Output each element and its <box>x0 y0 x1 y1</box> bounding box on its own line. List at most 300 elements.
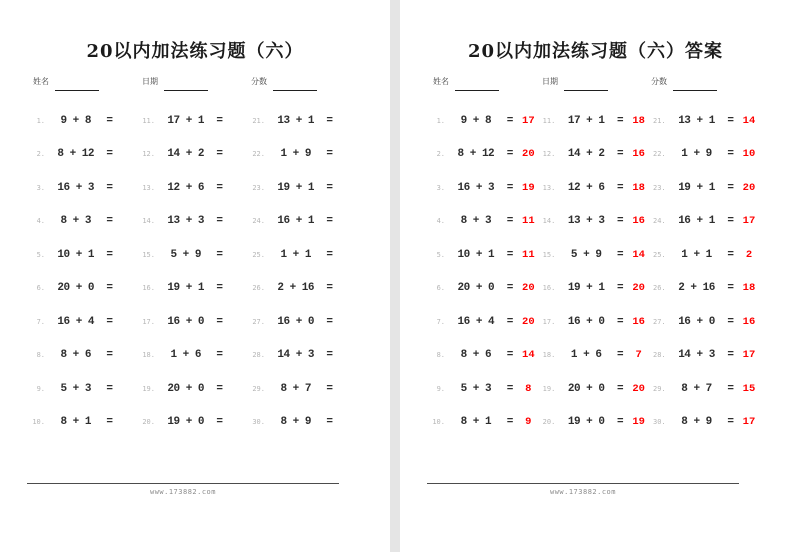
problem-number: 1. <box>436 116 445 125</box>
problem-expression: 16 + 4 <box>457 315 495 328</box>
equals-sign: = <box>106 382 113 395</box>
problem-number: 18. <box>142 351 155 360</box>
problem-expression: 16 + 3 <box>57 181 94 194</box>
problem-row <box>30 238 140 272</box>
problem-expression: 16 + 4 <box>57 315 94 328</box>
equals-sign: = <box>506 315 514 328</box>
equals-sign: = <box>506 215 514 228</box>
problem-row <box>250 205 360 239</box>
problem-row <box>250 339 360 373</box>
answer-value: 8 <box>525 382 532 395</box>
problem-row <box>540 138 650 172</box>
name-field <box>33 77 99 87</box>
problem-row <box>651 238 761 272</box>
problem-expression: 10 + 1 <box>57 248 94 261</box>
worksheet-page <box>0 0 390 552</box>
equals-sign: = <box>617 282 624 295</box>
problem-number: 19. <box>142 384 155 393</box>
problem-number: 8. <box>436 351 445 360</box>
problem-expression: 1 + 1 <box>280 248 311 261</box>
problem-number: 18. <box>542 351 556 360</box>
problem-number: 25. <box>252 250 265 259</box>
problem-number: 7. <box>436 317 445 326</box>
problem-expression: 1 + 9 <box>681 148 712 161</box>
problem-expression: 16 + 3 <box>457 181 495 194</box>
answer-value: 11 <box>522 215 535 228</box>
problem-number: 21. <box>653 116 666 125</box>
answer-value: 16 <box>632 315 645 328</box>
equals-sign: = <box>216 181 223 194</box>
problem-expression: 17 + 1 <box>167 114 204 127</box>
problem-row <box>540 305 650 339</box>
problem-expression: 12 + 6 <box>567 181 605 194</box>
problem-number: 24. <box>653 217 666 226</box>
problem-row <box>140 205 250 239</box>
problem-expression: 5 + 3 <box>460 382 492 395</box>
problem-row <box>430 406 540 440</box>
problem-expression: 5 + 9 <box>570 248 602 261</box>
problem-number: 12. <box>542 150 556 159</box>
problem-number: 24. <box>252 217 265 226</box>
problem-number: 2. <box>36 150 45 159</box>
equals-sign: = <box>326 148 333 161</box>
problem-expression: 16 + 0 <box>567 315 605 328</box>
problem-number: 9. <box>436 384 445 393</box>
answer-value: 20 <box>632 282 645 295</box>
problem-number: 21. <box>252 116 265 125</box>
equals-sign: = <box>506 148 514 161</box>
equals-sign: = <box>326 248 333 261</box>
problem-number: 4. <box>436 217 445 226</box>
problem-row <box>430 372 540 406</box>
footer-rule <box>27 483 339 484</box>
problem-expression: 14 + 3 <box>678 349 715 362</box>
score-field-blank <box>273 90 317 91</box>
equals-sign: = <box>106 114 113 127</box>
problem-column <box>430 104 540 439</box>
problem-number: 30. <box>252 418 265 427</box>
date-field-blank <box>564 90 608 91</box>
answer-value: 14 <box>522 349 535 362</box>
problem-number: 22. <box>252 150 265 159</box>
problem-number: 27. <box>252 317 265 326</box>
footer-url: www.173882.com <box>149 488 216 496</box>
problem-expression: 9 + 8 <box>460 114 492 127</box>
problem-number: 20. <box>542 418 556 427</box>
problem-expression: 19 + 1 <box>167 282 204 295</box>
equals-sign: = <box>106 148 113 161</box>
problem-expression: 20 + 0 <box>567 382 605 395</box>
problem-number: 29. <box>252 384 265 393</box>
equals-sign: = <box>617 148 624 161</box>
problem-row <box>651 305 761 339</box>
problem-row <box>30 205 140 239</box>
problem-number: 3. <box>36 183 45 192</box>
equals-sign: = <box>617 114 624 127</box>
date-field-blank <box>164 90 208 91</box>
problem-column <box>140 104 250 439</box>
problem-row <box>30 305 140 339</box>
problem-expression: 5 + 3 <box>60 382 91 395</box>
equals-sign: = <box>106 349 113 362</box>
problem-number: 10. <box>432 418 445 427</box>
problems-grid <box>430 104 761 439</box>
answer-value: 14 <box>632 248 645 261</box>
answer-value: 20 <box>742 181 756 194</box>
equals-sign: = <box>106 282 113 295</box>
answer-value: 20 <box>522 282 535 295</box>
equals-sign: = <box>216 148 223 161</box>
problem-expression: 2 + 16 <box>277 282 314 295</box>
problem-expression: 12 + 6 <box>167 181 204 194</box>
equals-sign: = <box>727 315 734 328</box>
equals-sign: = <box>106 315 113 328</box>
problem-row <box>540 205 650 239</box>
header-fields <box>30 77 360 87</box>
problem-row <box>250 238 360 272</box>
problem-column <box>651 104 761 439</box>
problem-expression: 1 + 9 <box>280 148 311 161</box>
problem-number: 17. <box>142 317 155 326</box>
problem-number: 3. <box>436 183 445 192</box>
problem-row <box>430 205 540 239</box>
equals-sign: = <box>727 114 734 127</box>
equals-sign: = <box>106 215 113 228</box>
problem-row <box>540 372 650 406</box>
equals-sign: = <box>506 416 514 429</box>
problem-row <box>250 171 360 205</box>
problem-expression: 1 + 6 <box>570 349 602 362</box>
problem-expression: 13 + 1 <box>678 114 715 127</box>
problem-row <box>30 339 140 373</box>
problem-row <box>651 171 761 205</box>
problem-expression: 8 + 7 <box>280 382 311 395</box>
problem-expression: 8 + 12 <box>57 148 94 161</box>
answer-value: 7 <box>635 349 642 362</box>
problem-number: 16. <box>142 284 155 293</box>
problem-number: 15. <box>142 250 155 259</box>
equals-sign: = <box>216 315 223 328</box>
problem-expression: 19 + 0 <box>167 416 204 429</box>
problem-expression: 19 + 1 <box>678 181 715 194</box>
problem-expression: 14 + 3 <box>277 349 314 362</box>
equals-sign: = <box>326 215 333 228</box>
problem-expression: 2 + 16 <box>678 282 715 295</box>
problem-number: 13. <box>542 183 556 192</box>
problem-number: 16. <box>542 284 556 293</box>
problem-number: 15. <box>542 250 556 259</box>
problem-row <box>250 406 360 440</box>
equals-sign: = <box>506 282 514 295</box>
problem-number: 2. <box>436 150 445 159</box>
problem-expression: 8 + 6 <box>460 349 492 362</box>
problem-number: 29. <box>653 384 666 393</box>
problem-number: 22. <box>653 150 666 159</box>
problem-number: 20. <box>142 418 155 427</box>
equals-sign: = <box>216 114 223 127</box>
problem-number: 10. <box>32 418 45 427</box>
problem-number: 6. <box>436 284 445 293</box>
problem-row <box>651 406 761 440</box>
problem-row <box>250 104 360 138</box>
problem-expression: 8 + 1 <box>60 416 91 429</box>
problem-number: 5. <box>436 250 445 259</box>
problem-number: 27. <box>653 317 666 326</box>
page-title: 20以内加法练习题（六）答案 <box>467 41 724 62</box>
score-field <box>251 77 317 87</box>
problem-expression: 13 + 3 <box>567 215 605 228</box>
problem-row <box>430 272 540 306</box>
name-field-blank <box>455 90 499 91</box>
problem-number: 14. <box>142 217 155 226</box>
problem-row <box>430 339 540 373</box>
equals-sign: = <box>216 282 223 295</box>
problem-expression: 8 + 7 <box>681 382 712 395</box>
problem-number: 23. <box>653 183 666 192</box>
problem-row <box>540 339 650 373</box>
answer-value: 10 <box>742 148 756 161</box>
equals-sign: = <box>106 181 113 194</box>
answer-value: 19 <box>632 416 645 429</box>
problem-row <box>540 104 650 138</box>
problem-number: 28. <box>653 351 666 360</box>
problem-number: 1. <box>36 116 45 125</box>
problem-number: 28. <box>252 351 265 360</box>
problem-expression: 8 + 6 <box>60 349 91 362</box>
problem-row <box>140 339 250 373</box>
date-field <box>542 77 608 87</box>
problem-number: 30. <box>653 418 666 427</box>
equals-sign: = <box>506 114 514 127</box>
name-field-label: 姓名 <box>33 77 49 86</box>
equals-sign: = <box>617 215 624 228</box>
problem-row <box>140 305 250 339</box>
problem-row <box>651 104 761 138</box>
date-field <box>142 77 208 87</box>
answer-value: 17 <box>742 215 756 228</box>
answer-value: 18 <box>742 282 756 295</box>
problem-expression: 8 + 3 <box>460 215 492 228</box>
equals-sign: = <box>326 315 333 328</box>
equals-sign: = <box>216 349 223 362</box>
equals-sign: = <box>617 248 624 261</box>
problem-number: 4. <box>36 217 45 226</box>
problem-expression: 16 + 0 <box>167 315 204 328</box>
problem-row <box>430 104 540 138</box>
problem-expression: 13 + 3 <box>167 215 204 228</box>
answer-value: 17 <box>742 416 756 429</box>
footer-url: www.173882.com <box>549 488 616 496</box>
answer-value: 14 <box>742 114 756 127</box>
equals-sign: = <box>506 382 514 395</box>
problem-row <box>250 305 360 339</box>
answer-value: 9 <box>525 416 532 429</box>
problem-expression: 14 + 2 <box>567 148 605 161</box>
equals-sign: = <box>506 181 514 194</box>
problem-row <box>430 138 540 172</box>
problem-row <box>30 171 140 205</box>
problem-number: 14. <box>542 217 556 226</box>
equals-sign: = <box>727 181 734 194</box>
answer-value: 11 <box>522 248 535 261</box>
problem-column <box>250 104 360 439</box>
problem-expression: 8 + 9 <box>280 416 311 429</box>
problem-expression: 5 + 9 <box>170 248 201 261</box>
page-gap <box>390 0 400 552</box>
problem-row <box>540 238 650 272</box>
problem-expression: 20 + 0 <box>457 282 495 295</box>
problem-expression: 8 + 3 <box>60 215 91 228</box>
problem-row <box>140 406 250 440</box>
equals-sign: = <box>727 248 734 261</box>
problem-number: 11. <box>142 116 155 125</box>
answer-value: 17 <box>742 349 756 362</box>
answer-value: 15 <box>742 382 756 395</box>
equals-sign: = <box>326 114 333 127</box>
problem-row <box>250 372 360 406</box>
score-field-label: 分数 <box>651 77 667 86</box>
answer-value: 20 <box>522 315 535 328</box>
equals-sign: = <box>727 349 734 362</box>
header-fields <box>430 77 761 87</box>
problem-row <box>651 138 761 172</box>
score-field-blank <box>673 90 717 91</box>
equals-sign: = <box>326 282 333 295</box>
name-field-label: 姓名 <box>433 77 449 86</box>
problem-number: 23. <box>252 183 265 192</box>
problem-row <box>250 272 360 306</box>
problem-row <box>30 138 140 172</box>
answers-page <box>400 0 791 552</box>
problem-expression: 16 + 0 <box>678 315 715 328</box>
equals-sign: = <box>617 181 624 194</box>
equals-sign: = <box>727 215 734 228</box>
problem-expression: 19 + 0 <box>567 416 605 429</box>
problem-number: 17. <box>542 317 556 326</box>
answer-value: 20 <box>522 148 535 161</box>
problem-number: 9. <box>36 384 45 393</box>
answer-value: 18 <box>632 181 645 194</box>
problem-number: 26. <box>653 284 666 293</box>
problem-row <box>140 272 250 306</box>
answer-value: 16 <box>742 315 756 328</box>
problem-expression: 8 + 12 <box>457 148 495 161</box>
problem-number: 26. <box>252 284 265 293</box>
problem-expression: 16 + 1 <box>277 215 314 228</box>
equals-sign: = <box>727 282 734 295</box>
problems-grid <box>30 104 360 439</box>
answer-value: 17 <box>522 114 535 127</box>
problem-row <box>651 205 761 239</box>
problem-row <box>140 104 250 138</box>
equals-sign: = <box>216 248 223 261</box>
problem-expression: 14 + 2 <box>167 148 204 161</box>
problem-row <box>30 372 140 406</box>
problem-expression: 8 + 1 <box>460 416 492 429</box>
problem-row <box>30 104 140 138</box>
problem-expression: 1 + 1 <box>681 248 712 261</box>
answer-value: 2 <box>745 248 753 261</box>
answer-value: 16 <box>632 148 645 161</box>
problem-row <box>651 339 761 373</box>
problem-row <box>540 406 650 440</box>
answer-value: 16 <box>632 215 645 228</box>
equals-sign: = <box>506 349 514 362</box>
problem-row <box>30 406 140 440</box>
answer-value: 18 <box>632 114 645 127</box>
problem-number: 13. <box>142 183 155 192</box>
equals-sign: = <box>617 315 624 328</box>
name-field <box>433 77 499 87</box>
equals-sign: = <box>727 382 734 395</box>
problem-number: 6. <box>36 284 45 293</box>
answer-value: 20 <box>632 382 645 395</box>
score-field <box>651 77 717 87</box>
page-title: 20以内加法练习题（六） <box>86 41 304 62</box>
problem-row <box>430 305 540 339</box>
score-field-label: 分数 <box>251 77 267 86</box>
problem-row <box>250 138 360 172</box>
equals-sign: = <box>106 416 113 429</box>
problem-row <box>140 171 250 205</box>
problem-expression: 8 + 9 <box>681 416 712 429</box>
problem-row <box>430 171 540 205</box>
problem-row <box>30 272 140 306</box>
footer-rule <box>427 483 739 484</box>
problem-expression: 13 + 1 <box>277 114 314 127</box>
problem-row <box>430 238 540 272</box>
problem-row <box>651 272 761 306</box>
equals-sign: = <box>106 248 113 261</box>
equals-sign: = <box>727 148 734 161</box>
problem-row <box>140 138 250 172</box>
problem-expression: 9 + 8 <box>60 114 91 127</box>
problem-number: 11. <box>542 116 556 125</box>
problem-expression: 19 + 1 <box>277 181 314 194</box>
equals-sign: = <box>617 416 624 429</box>
equals-sign: = <box>326 349 333 362</box>
problem-expression: 17 + 1 <box>567 114 605 127</box>
equals-sign: = <box>617 349 624 362</box>
equals-sign: = <box>326 181 333 194</box>
answer-value: 19 <box>522 181 535 194</box>
problem-number: 12. <box>142 150 155 159</box>
equals-sign: = <box>727 416 734 429</box>
problem-row <box>140 372 250 406</box>
equals-sign: = <box>216 416 223 429</box>
problem-expression: 16 + 1 <box>678 215 715 228</box>
equals-sign: = <box>216 215 223 228</box>
date-field-label: 日期 <box>142 77 158 86</box>
problem-row <box>140 238 250 272</box>
equals-sign: = <box>216 382 223 395</box>
problem-expression: 16 + 0 <box>277 315 314 328</box>
problem-column <box>540 104 650 439</box>
equals-sign: = <box>326 416 333 429</box>
problem-number: 7. <box>36 317 45 326</box>
equals-sign: = <box>506 248 514 261</box>
page-footer <box>400 483 791 496</box>
date-field-label: 日期 <box>542 77 558 86</box>
equals-sign: = <box>326 382 333 395</box>
problem-row <box>540 171 650 205</box>
problem-expression: 20 + 0 <box>57 282 94 295</box>
problem-number: 8. <box>36 351 45 360</box>
problem-number: 19. <box>542 384 556 393</box>
problem-expression: 19 + 1 <box>567 282 605 295</box>
problem-row <box>540 272 650 306</box>
equals-sign: = <box>617 382 624 395</box>
